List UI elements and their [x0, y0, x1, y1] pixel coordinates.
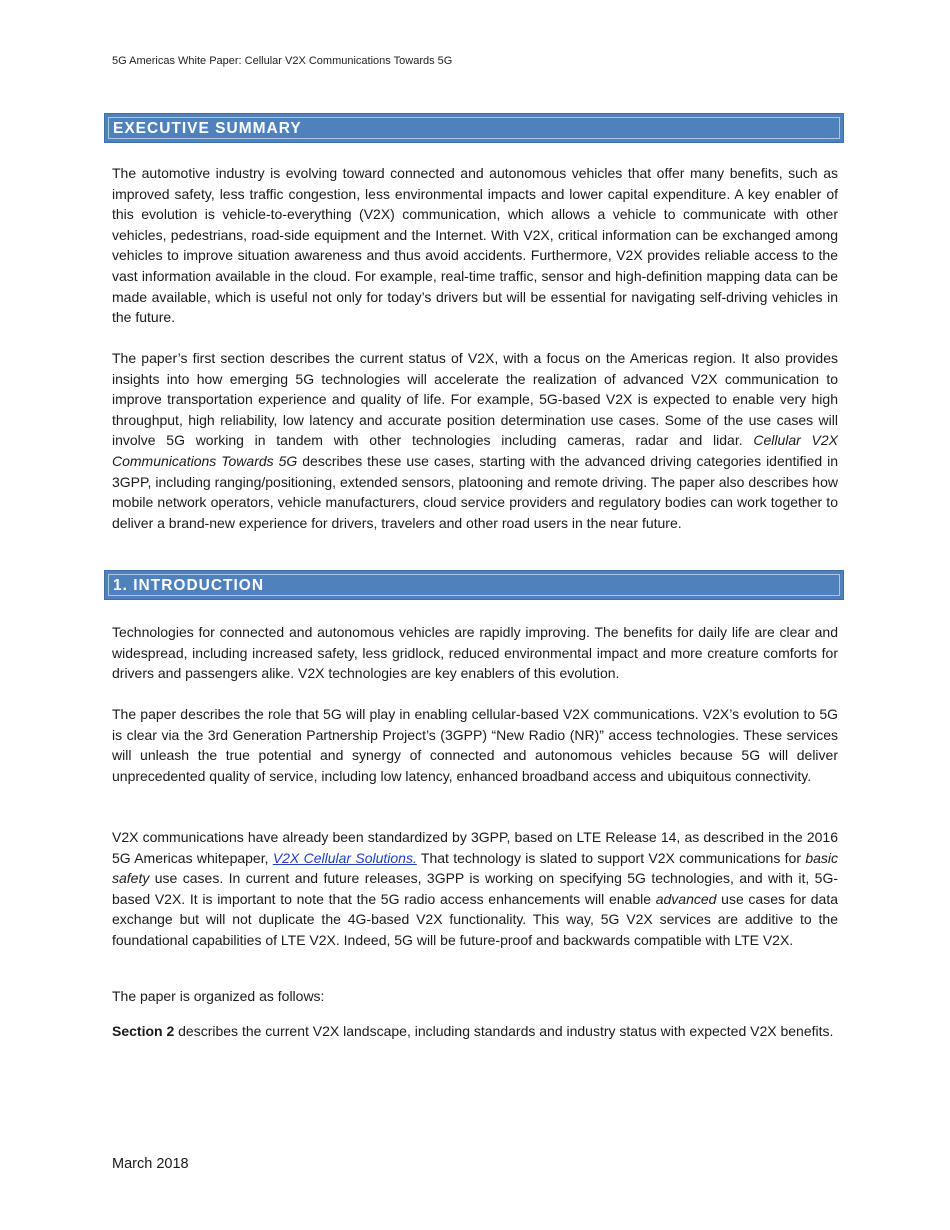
footer-date: March 2018 — [112, 1156, 189, 1172]
introduction-paragraph-5 — [112, 1021, 838, 1042]
introduction-paragraph-1: Technologies for connected and autonomous vehicles are rapidly improving. The benefits for daily life are clear and widespread, including increased safety, less gridlock, reduced environmental impact and more creature comforts for drivers and passengers alike. V2X technologies are key enablers of this evolution. — [112, 624, 838, 682]
section-2-label: Section 2 — [112, 1023, 175, 1039]
introduction-paragraph-4: The paper is organized as follows: — [112, 988, 325, 1004]
introduction-title: 1. INTRODUCTION — [113, 577, 265, 594]
introduction-heading-bar — [104, 570, 844, 600]
v2x-cellular-solutions-link[interactable]: V2X Cellular Solutions. — [272, 849, 417, 866]
introduction-paragraph-3 — [112, 827, 838, 951]
basic-safety-italic: basic safety — [112, 849, 838, 887]
introduction-paragraph-3-text-c: use cases. In current and future releases, 3GPP is working on specifying 5G technologies, and with it, 5G-based V2X. It is important to note that the 5G radio access enhancements will enable — [112, 870, 838, 907]
executive-summary-paragraph-1: The automotive industry is evolving toward connected and autonomous vehicles that offer many benefits, such as improved safety, less traffic congestion, less environmental impacts and lower capital expenditure. A key enabler of this evolution is vehicle-to-everything (V2X) communication, which allows a vehicle to communicate with other vehicles, pedestrians, road-side equipment and the Internet. With V2X, critical information can be exchanged among vehicles to improve situation awareness and thus avoid accidents. Furthermore, V2X provides reliable access to the vast information available in the cloud. For example, real-time traffic, sensor and high-definition mapping data can be made available, which is useful not only for today’s drivers but will be essential for navigating self-driving vehicles in the future. — [112, 165, 838, 326]
introduction-paragraph-2: The paper describes the role that 5G will play in enabling cellular-based V2X communications. V2X’s evolution to 5G is clear via the 3rd Generation Partnership Project’s (3GPP) “New Radio (NR)” access technologies. These services will unleash the true potential and synergy of connected and autonomous vehicles because 5G will deliver unprecedented quality of service, including low latency, enhanced broadband access and ubiquitous connectivity. — [112, 706, 838, 784]
executive-summary-title: EXECUTIVE SUMMARY — [113, 120, 302, 137]
introduction-paragraph-3-text-a: V2X communications have already been standardized by 3GPP, based on LTE Release 14, as described in the 2016 5G Americas whitepaper, — [112, 829, 838, 866]
paper-title-italic: Cellular V2X Communications Towards 5G — [112, 432, 838, 469]
executive-summary-paragraph-2-text-b: describes these use cases, starting with the advanced driving categories identified in 3GPP, including ranging/positioning, extended sensors, platooning and remote driving. The paper also describes how mobile network operators, vehicle manufacturers, cloud service providers and regulatory bodies can work together to deliver a brand-new experience for drivers, travelers and other road users in the near future. — [112, 452, 838, 531]
executive-summary-heading-bar — [104, 113, 844, 143]
executive-summary-paragraph-2-text-a: The paper’s first section describes the current status of V2X, with a focus on the Americas region. It also provides insights into how emerging 5G technologies will accelerate the realization of advanced V2X communication to improve transportation experience and quality of life. For example, 5G-based V2X is expected to enable very high throughput, high reliability, low latency and accurate position determination use cases. Some of the use cases will involve 5G working in tandem with other technologies including cameras, radar and lidar. — [112, 350, 838, 449]
running-header: 5G Americas White Paper: Cellular V2X Communications Towards 5G — [112, 55, 453, 67]
executive-summary-paragraph-2 — [112, 348, 838, 533]
introduction-paragraph-3-text-d: use cases for data exchange but will not duplicate the 4G-based V2X functionality. This way, 5G V2X services are additive to the foundational capabilities of LTE V2X. Indeed, 5G will be future-proof and backwards compatible with LTE V2X. — [112, 890, 838, 948]
introduction-paragraph-3-text-b: That technology is slated to support V2X communications for — [416, 849, 806, 866]
advanced-italic: advanced — [655, 890, 717, 907]
introduction-paragraph-5-text: describes the current V2X landscape, including standards and industry status with expected V2X benefits. — [174, 1023, 834, 1039]
